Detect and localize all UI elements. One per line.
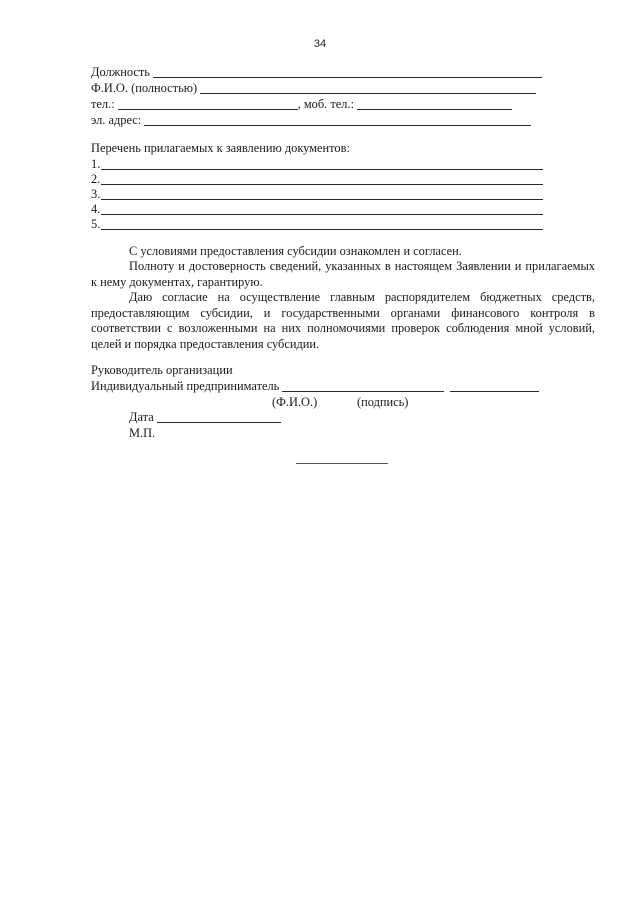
statement-accuracy-text: Полноту и достоверность сведений, указанных в настоящем Заявлении и прилагаемых к нему документах, гарантирую. [91, 259, 595, 289]
date-field[interactable] [157, 410, 281, 423]
stamp-row [129, 425, 155, 441]
documents-heading-text: Перечень прилагаемых к заявлению документов: [91, 141, 350, 155]
head-label: Руководитель организации [91, 363, 233, 377]
document-item-4 [91, 201, 543, 217]
tel-field[interactable] [118, 97, 298, 110]
entrepreneur-label: Индивидуальный предприниматель [91, 379, 280, 393]
date-row [129, 409, 281, 425]
entrepreneur-row [91, 378, 539, 394]
statement-consent [91, 290, 595, 352]
document-item-2 [91, 171, 543, 187]
fio-caption: (Ф.И.О.) [272, 395, 318, 409]
document-item-3 [91, 186, 543, 202]
document-field-3[interactable] [101, 187, 543, 200]
position-label: Должность [91, 65, 150, 79]
document-item-number: 5. [91, 217, 101, 231]
fio-row [91, 80, 536, 96]
document-field-2[interactable] [101, 172, 543, 185]
document-item-1 [91, 156, 543, 172]
page-number: 34 [313, 38, 327, 50]
position-field[interactable] [153, 65, 542, 78]
tel-label: тел.: [91, 97, 115, 111]
statement-conditions [91, 244, 595, 260]
document-item-number: 4. [91, 202, 101, 216]
document-item-5 [91, 216, 543, 232]
stamp-label: М.П. [129, 426, 156, 440]
fio-label: Ф.И.О. (полностью) [91, 81, 198, 95]
email-field[interactable] [144, 113, 531, 126]
statement-accuracy [91, 259, 595, 290]
document-item-number: 1. [91, 157, 101, 171]
mob-label: , моб. тел.: [297, 97, 355, 111]
entrepreneur-fio-field[interactable] [282, 379, 444, 392]
document-field-4[interactable] [101, 202, 543, 215]
tel-row [91, 96, 512, 112]
fio-field[interactable] [200, 81, 536, 94]
document-item-number: 2. [91, 172, 101, 186]
document-field-1[interactable] [101, 157, 543, 170]
statement-consent-text: Даю согласие на осуществление главным распорядителем бюджетных средств, предоставляющим субсидии, и государственными органами финансового контроля в соответствии с возложенными на них полномочиями проверок соблюдения мной условий, целей и порядка предоставления субсидии. [91, 290, 595, 351]
position-row [91, 64, 542, 80]
document-field-5[interactable] [101, 217, 543, 230]
entrepreneur-signature-field[interactable] [450, 379, 539, 392]
footer-divider [296, 463, 388, 464]
head-label-row [91, 362, 233, 378]
statement-conditions-text: С условиями предоставления субсидии ознакомлен и согласен. [129, 244, 462, 258]
email-label: эл. адрес: [91, 113, 142, 127]
documents-heading [91, 140, 350, 156]
document-item-number: 3. [91, 187, 101, 201]
signature-caption: (подпись) [357, 395, 409, 409]
email-row [91, 112, 531, 128]
mob-field[interactable] [357, 97, 512, 110]
date-label: Дата [129, 410, 154, 424]
